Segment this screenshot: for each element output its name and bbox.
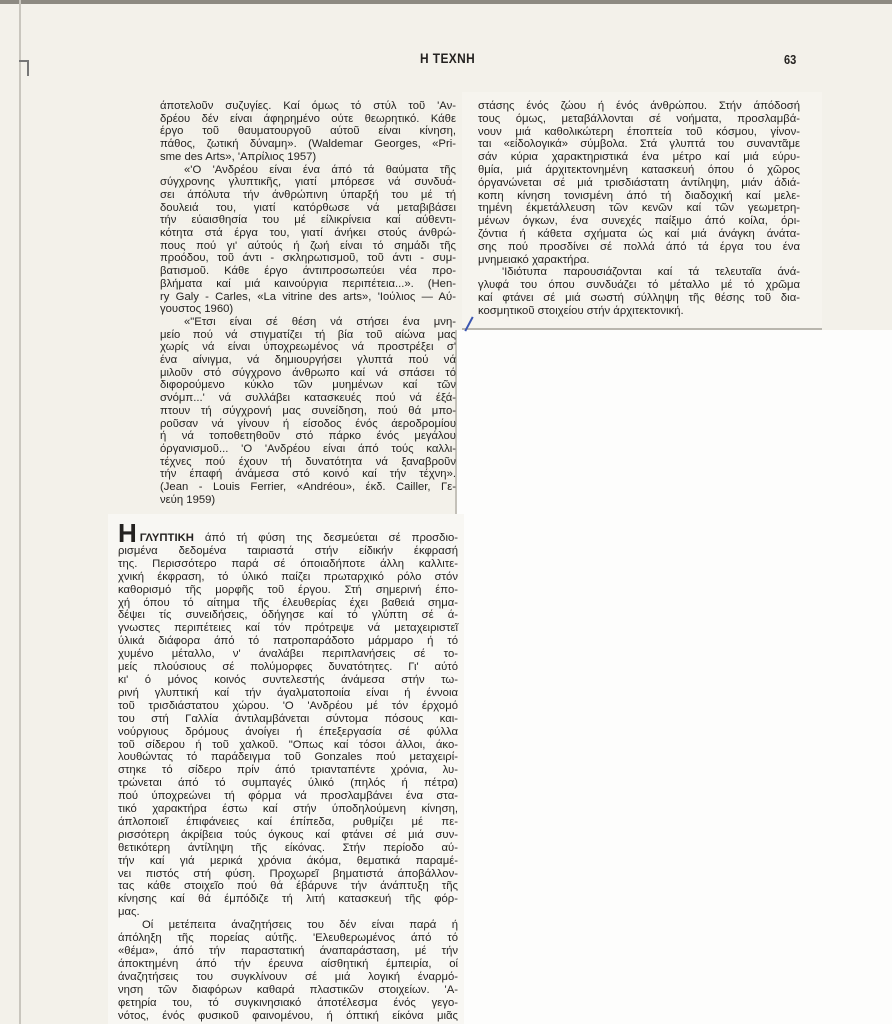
text-line: «θέμα», άπό τήν παραστατική άναπαράσταση, μέ τήν	[118, 945, 458, 957]
text-line: τους όμως, μεταβάλλονται σέ νοήματα, προσλαμβά-	[478, 112, 800, 125]
text-line: χή όπου τό αίτημα τῆς έλευθερίας έχει βαθειά σημα-	[118, 596, 458, 609]
text-line: προόδου, τοῦ άντι - σκληρωτισμοῦ, τοῦ άντι - συμ-	[160, 252, 456, 265]
text-line: βλήματα καί μιά καινούργια περιπέτεια...». (Hen-	[160, 277, 456, 290]
text-line: άποκτημένη άπό τήν έρευνα αίσθητική έμπειρία, οί	[118, 957, 458, 970]
text-line: όργανισμοῦ... 'Ο 'Ανδρέου είναι άπό τούς καλλι-	[160, 442, 456, 455]
text-line: χνική έκφραση, τό ύλικό παίζει πρωταρχικό ρόλο στόν	[118, 570, 458, 583]
text-line: sme des Arts», 'Απρίλιος 1957)	[160, 150, 317, 163]
text-line: ρινή γλυπτική καί τήν άγαλματοποιία είναι ή έννοια	[118, 686, 458, 699]
text-line: τικό χαρακτήρα έστω καί στήν ύποδηλούμενη κίνηση,	[118, 803, 458, 816]
upper-left-column	[160, 100, 456, 507]
text-line: ή νά τοποθετηθοῦν στό πάρκο ένός μεγάλου	[160, 430, 456, 443]
text-line: δέψει τίς συνειδήσεις, όδήγησε καί τό γλύπτη σέ ά-	[118, 609, 458, 622]
margin-mark	[19, 60, 29, 76]
text-line: «'Ο 'Ανδρέου είναι ένα άπό τά θαύματα τῆς	[184, 163, 456, 176]
text-line: κοπη κίνηση τονισμένη άπό τή διαδοχική καί μελε-	[478, 189, 800, 202]
lead-caps: ΓΛΥΠΤΙΚΗ	[139, 532, 194, 544]
text-line: καθορισμό τῆς μορφῆς τοῦ έργου. Στή σημερινή έπο-	[118, 583, 458, 596]
text-line: δουλειά του, γιατί κατόρθωσε νά μεταβιβάσει	[160, 201, 456, 214]
binding-margin-line	[19, 0, 21, 1024]
upper-right-column	[478, 100, 800, 318]
text-line: τήν καί γιά μερικά χρόνια άκόμα, θεματικά παραμέ-	[118, 854, 458, 867]
paragraph	[160, 316, 456, 507]
text-line: ρισσότερη άκρίβεια τούς όγκους καί φτάνει σέ μιά συν-	[118, 828, 458, 841]
text-line: μείο πού νά στιγματίζει τή βία τοῦ αίώνα μας	[160, 328, 456, 341]
page-number: 63	[784, 52, 797, 67]
text-line: της. Περισσότερο παρά σέ όποιαδήποτε άλλη καλλιτε-	[118, 557, 458, 570]
text-line: τήν έπαφή άνάμεσα στό κοινό καί τήν τέχνη».	[160, 468, 456, 481]
text-line: τοῦ τρισδιάστατου χώρου. 'Ο 'Ανδρέου μέ τόν έρχομό	[118, 699, 458, 712]
text-line: του στή Γαλλία άντιλαμβάνεται σύντομα πόσους και-	[118, 712, 458, 725]
text-line: δρέου δέν είναι άφηρημένο ούτε θεωρητικό. Κάθε	[160, 112, 456, 125]
paragraph	[118, 919, 458, 1022]
text-line: γλυφά του όπου συνδυάζει τό μέταλλο μέ τό χρῶμα	[478, 279, 800, 292]
text-line: μνημειακό χαρακτήρα.	[478, 253, 590, 266]
text-line: νότος, ένός φυσικοῦ φαινομένου, ή όπτική είκόνα μιᾶς	[118, 1009, 458, 1022]
text-line: μένων όγκων, ένα συνεχές παίξιμο άπό κοίλα, όρι-	[478, 215, 800, 228]
text-line: ύλικά διάφορα άπό τό πατροπαράδοτο μάρμαρο ή τό	[118, 635, 458, 648]
text-line: πους πού γι' αύτούς ή ζωή είναι τό σημάδι τῆς	[160, 239, 456, 252]
running-header-title: Η ΤΕΧΝΗ	[420, 50, 476, 66]
text-line-rest: άπό τή φύση της δεσμεύεται σέ προσδιο-	[193, 532, 458, 544]
text-line: όργανώνεται σέ μιά τρισδιάστατη άντίληψη, μιάν άδιά-	[478, 176, 800, 189]
text-line: άπλοποιεῖ έπιφάνειες καί έπίπεδα, ρυθμίζει μέ πε-	[118, 815, 458, 828]
text-line: ένα αίνιγμα, νά δημιουργήσει γλυπτά πού νά	[160, 354, 456, 367]
text-line: πού ύποχρεώνει τή φόρμα νά προσλαμβάνει ένα στα-	[118, 790, 458, 803]
text-line: θμία, μιά άρχιτεκτονημένη κατασκευή όπου ό χῶρος	[478, 163, 800, 176]
text-line: Οί μετέπειτα άναζητήσεις του δέν είναι παρά ή	[142, 919, 458, 932]
text-line: κι' ό μόνος κοινός συντελεστής άνάμεσα στήν τω-	[118, 673, 458, 686]
text-line: 'Ιδιότυπα παρουσιάζονται καί τά τελευταῖα άνά-	[502, 266, 800, 279]
text-line: «"Ετσι είναι σέ θέση νά στήσει ένα μνη-	[184, 315, 456, 328]
text-line: τημένη έκμετάλλευση τῶν κενῶν καί τῶν γεωμετρη-	[478, 202, 800, 215]
text-line: γνωστες περιπέτειες καί τόν πρότρεψε νά μεταχειριστεῖ	[118, 622, 458, 635]
text-line: ζόντια ή κάθετα σχήματα ώς καί μιά άνάγκη άνάτα-	[478, 227, 800, 240]
text-line: μιλοῦν στό σύγχρονο άνθρωπο καί νά σπάσει τό	[160, 366, 456, 379]
text-line: χυμένο μέταλλο, ν' άναλάβει περιπλανήσεις σέ το-	[118, 648, 458, 661]
paragraph	[160, 100, 456, 164]
text-line: σνόμπ...' νά συλλάβει κατασκευές πού νά έξά-	[160, 392, 456, 405]
text-line: καί φτάνει σέ μιά σωστή σύλληψη τῆς θέσης τοῦ δια-	[478, 291, 800, 304]
paragraph	[478, 100, 800, 266]
text-line: κοσμητικοῦ στοιχείου στήν άρχιτεκτονική.	[478, 304, 684, 317]
text-line: τήν εύαισθησία του μέ είλικρίνεια καί αύθεντι-	[160, 214, 456, 227]
text-line: μείς πλούσιους σέ πολύμορφες δυνατότητες. Γι' αύτό	[118, 661, 458, 674]
text-line: θετικότερη άντίληψη τῆς είκόνας. Στήν περίοδο αύ-	[118, 841, 458, 854]
text-line: ry Galy - Carles, «La vitrine des arts», 'Ιούλιος — Αύ-	[160, 290, 456, 303]
text-line: ται «είδολογικά» σύμβολα. Στά γλυπτά του συναντᾶμε	[478, 138, 800, 151]
text-line: σης πού προσδίνει σέ πολλά άπό τά έργα του ένα	[478, 240, 800, 253]
text-line: λουθώντας τό παράδειγμα τοῦ Gonzales πού μεταχειρί-	[118, 751, 458, 764]
text-line: νεύη 1959)	[160, 493, 216, 506]
text-line: έργο τοῦ θαυματουργοῦ αύτοῦ είναι κίνηση,	[160, 125, 456, 138]
lower-left-article	[118, 518, 458, 1022]
text-line: κίνησης καί θά έμπόδιζε τή λιτή κατασκευή τῆς φόρ-	[118, 893, 458, 906]
text-line: νούργιους δρόμους άνοίγει ή έπεξεργασία σέ φύλλα	[118, 725, 458, 738]
text-line: στηκε τό σίδερο πρίν άπό τριανταπέντε χρόνια, λυ-	[118, 764, 458, 777]
scan-top-edge	[0, 0, 892, 4]
text-line: νει πιστός στή φύση. Προχωρεῖ βηματιστά άποβάλλον-	[118, 867, 458, 880]
text-line: στάσης ένός ζώου ή ένός άνθρώπου. Στήν άπόδοσή	[478, 100, 800, 112]
text-line: γουστος 1960)	[160, 303, 234, 316]
text-line: νουν μιά καθολικώτερη έποπτεία τοῦ κόσμου, γίνον-	[478, 125, 800, 138]
text-line: νηση τῶν διαφόρων καθαρά πλαστικῶν στοιχείων. 'Α-	[118, 983, 458, 996]
text-line: μας.	[118, 906, 140, 919]
text-line: τρώνεται άπό τό συμπαγές ύλικό (πηλός ή πέτρα)	[118, 777, 458, 790]
text-line: διφορούμενο κύκλο τῶν μυημένων καί τῶν	[160, 379, 456, 392]
text-line: (Jean - Louis Ferrier, «Andréou», έκδ. Cailler, Γε-	[160, 481, 456, 494]
drop-cap: Η	[118, 518, 137, 548]
text-line: χωρίς νά είναι ύποχρεωμένος νά προστρέξει σ'	[160, 341, 456, 354]
text-line: τοῦ σίδερου ή τοῦ χαλκοῦ. "Οπως καί τόσοι άλλοι, άκο-	[118, 738, 458, 751]
paragraph	[478, 266, 800, 317]
text-line: τας κάθε στοιχεῖο πού θά έβάρυνε τήν άνάπτυξη τῆς	[118, 880, 458, 893]
text-line: πτουν τή σύγχρονή μας συνείδηση, πού θά μπο-	[160, 404, 456, 417]
blank-pasted-sheet	[455, 330, 892, 1024]
paragraph	[160, 164, 456, 316]
text-line: άναζητήσεις του συγκλίνουν σέ μιά λογική έναρμό-	[118, 970, 458, 983]
text-line: τέχνες πού έχουν τή δυνατότητα νά ξαναβροῦν	[160, 455, 456, 468]
text-line: πάθος, ζωτική δύναμη». (Waldemar Georges, «Pri-	[160, 138, 456, 151]
text-line: άποτελοῦν συζυγίες. Καί όμως τό στύλ τοῦ 'Αν-	[160, 100, 456, 112]
paragraph	[118, 518, 458, 919]
text-line: φετηρία του, τό συγκινησιακό άποτέλεσμα ένός γεγο-	[118, 996, 458, 1009]
text-line	[118, 518, 458, 548]
text-line: ροῦσαν νά γίνουν ή είσοδος ένός άεροδρομίου	[160, 417, 456, 430]
text-line: ρισμένα δεδομένα ταιριαστά στήν είδικήν έκφρασή	[118, 544, 458, 557]
text-line: σει άπόλυτα τήν άνθρώπινη ύπαρξή του μέ τή	[160, 188, 456, 201]
text-line: κότητα στά έργα του, γιατί άνήκει στούς άνθρώ-	[160, 227, 456, 240]
text-line: σάν κύρια χαρακτηριστικά ένα μέτρο καί μιά εύρυ-	[478, 151, 800, 164]
text-line: βατισμοῦ. Κάθε έργο άντιπροσωπεύει νέα προ-	[160, 265, 456, 278]
text-line: άπόληξη τῆς πορείας αύτῆς. 'Ελευθερωμένος άπό τό	[118, 932, 458, 945]
text-line: σύγχρονης γλυπτικῆς, γιατί μπόρεσε νά συνδυά-	[160, 176, 456, 189]
